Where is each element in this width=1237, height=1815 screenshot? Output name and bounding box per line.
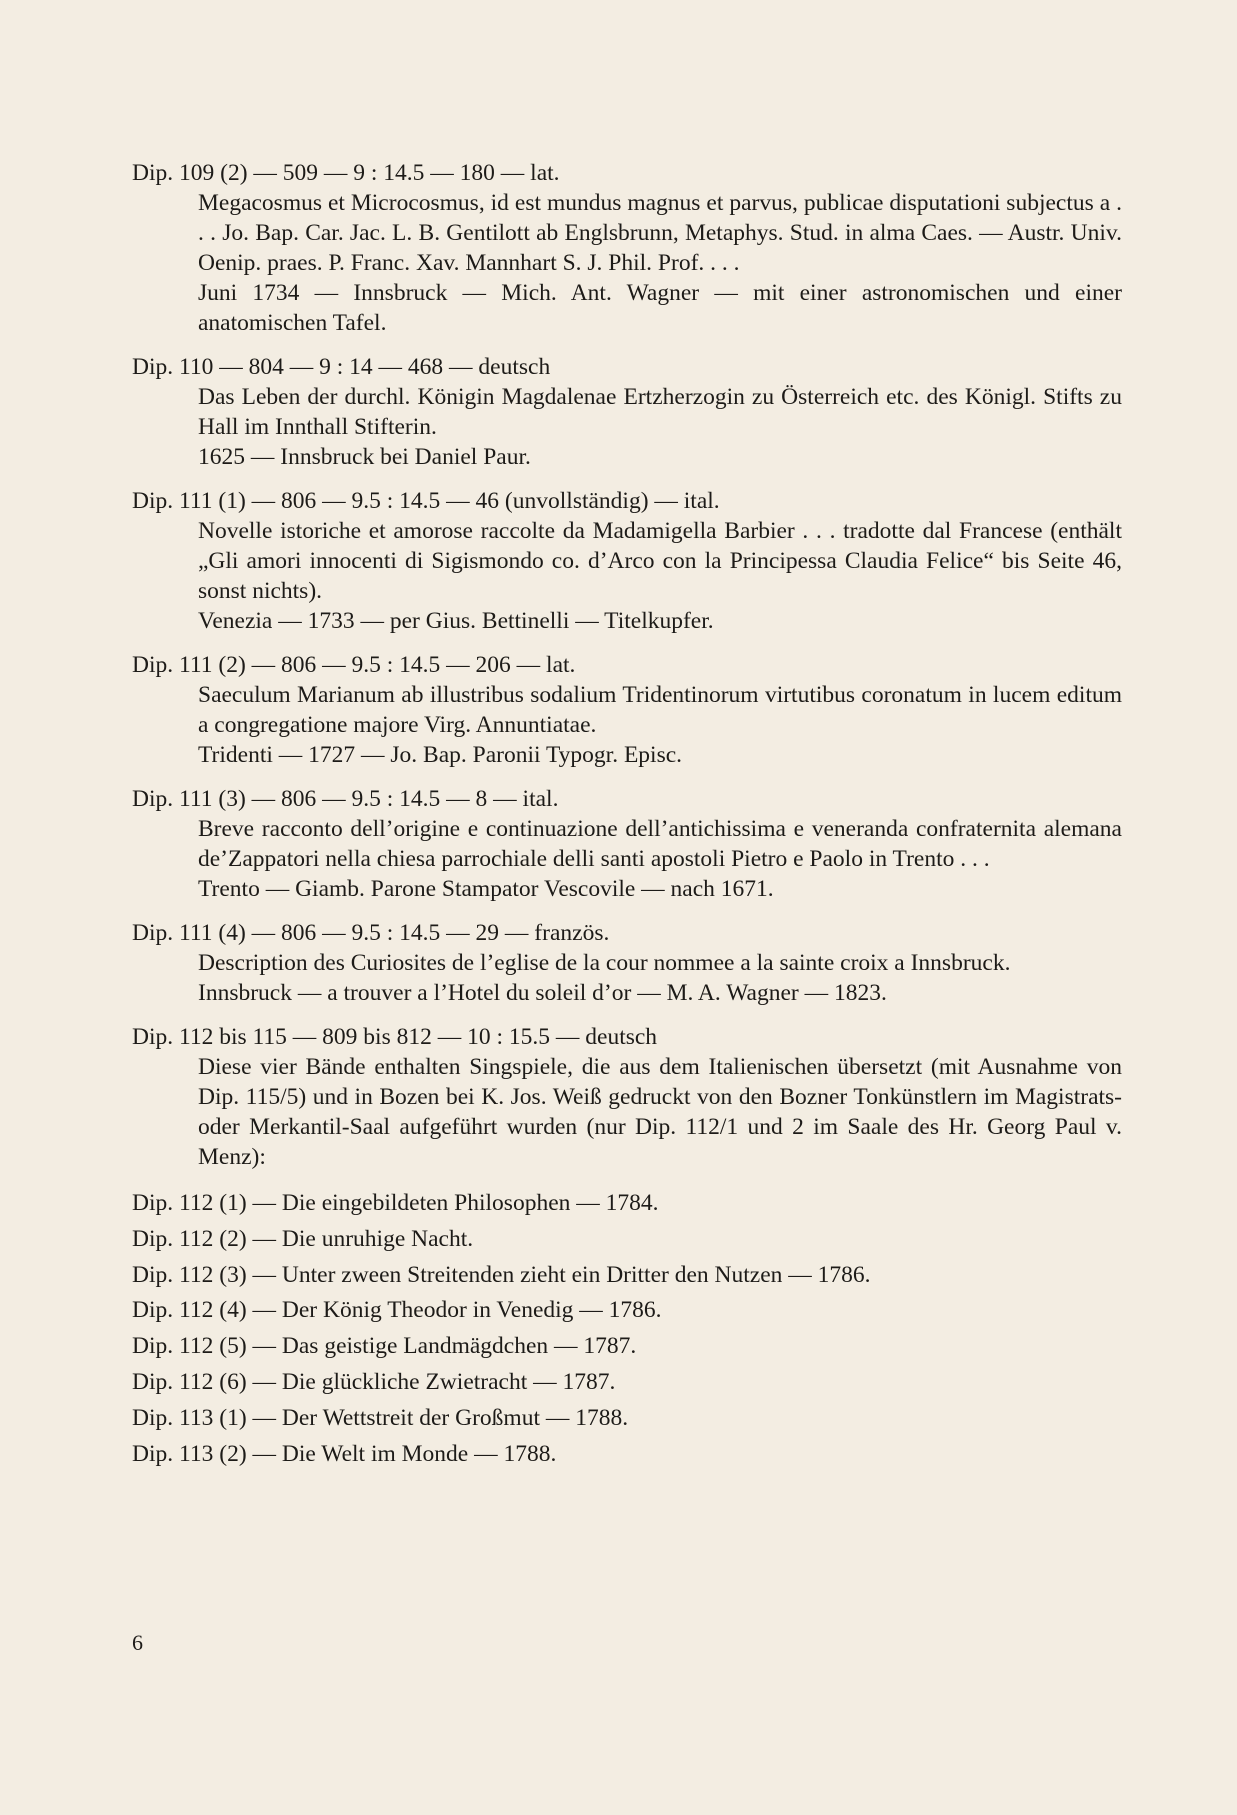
catalog-entry [132, 650, 1122, 770]
entry-line: Das Leben der durchl. Königin Magdalenae Ertzherzogin zu Österreich etc. des Königl. Stifts zu Hall im Innthall Stifterin. [198, 384, 1122, 440]
entry-description [198, 814, 1122, 904]
entry-line: Breve racconto dell’origine e continuazione dell’antichissima e veneranda confraternita alemana de’Zappatori nella chiesa parrochiale delli santi apostoli Pietro e Paolo in Trento . . . [198, 816, 1122, 872]
entry-description [198, 1052, 1122, 1172]
catalog-entry [132, 1022, 1122, 1172]
entry-description [198, 382, 1122, 472]
subentry: Dip. 112 (5) — Das geistige Landmägdchen — 1787. [132, 1333, 637, 1360]
subentry: Dip. 112 (4) — Der König Theodor in Venedig — 1786. [132, 1297, 662, 1324]
page-number: 6 [132, 1630, 143, 1655]
catalog-entry [132, 486, 1122, 636]
entry-heading: Dip. 111 (1) — 806 — 9.5 : 14.5 — 46 (unvollständig) — ital. [132, 488, 720, 514]
subentry: Dip. 112 (3) — Unter zween Streitenden zieht ein Dritter den Nutzen — 1786. [132, 1261, 871, 1288]
entry-line: Trento — Giamb. Parone Stampator Vescovile — nach 1671. [198, 876, 774, 902]
entry-line: Diese vier Bände enthalten Singspiele, die aus dem Italienischen übersetzt (mit Ausnahme von Dip. 115/5) und in Bozen bei K. Jos. Weiß gedruckt von den Bozner Tonkünstlern im Magistrats-oder Merkantil-Saal aufgeführt wurden (nur Dip. 112/1 und 2 im Saale des Hr. Georg Paul v. Menz): [198, 1054, 1122, 1170]
subentry: Dip. 112 (1) — Die eingebildeten Philosophen — 1784. [132, 1190, 659, 1216]
entry-description [198, 188, 1122, 338]
entry-heading: Dip. 109 (2) — 509 — 9 : 14.5 — 180 — lat. [132, 160, 560, 186]
entry-line: 1625 — Innsbruck bei Daniel Paur. [198, 444, 531, 470]
catalog-entry [132, 784, 1122, 904]
entry-description [198, 948, 1122, 1008]
entry-heading: Dip. 111 (3) — 806 — 9.5 : 14.5 — 8 — ital. [132, 786, 559, 812]
entry-line: Innsbruck — a trouver a l’Hotel du soleil d’or — M. A. Wagner — 1823. [198, 980, 887, 1006]
subentry: Dip. 112 (6) — Die glückliche Zwietracht — 1787. [132, 1368, 616, 1395]
entry-description [198, 680, 1122, 770]
subentry: Dip. 113 (1) — Der Wettstreit der Großmut — 1788. [132, 1404, 629, 1431]
entry-heading: Dip. 111 (4) — 806 — 9.5 : 14.5 — 29 — französ. [132, 920, 610, 946]
subentry-list [132, 1186, 1122, 1472]
entry-heading: Dip. 110 — 804 — 9 : 14 — 468 — deutsch [132, 354, 551, 380]
entry-line: Juni 1734 — Innsbruck — Mich. Ant. Wagner — mit einer astronomischen und einer anatomischen Tafel. [198, 280, 1122, 336]
catalog-entry [132, 352, 1122, 472]
entry-line: Novelle istoriche et amorose raccolte da Madamigella Barbier . . . tradotte dal Francese (enthält „Gli amori innocenti di Sigismondo co. d’Arco con la Principessa Claudia Felice“ bis Seite 46, sonst nichts). [198, 518, 1122, 604]
entry-description [198, 516, 1122, 636]
entry-heading: Dip. 112 bis 115 — 809 bis 812 — 10 : 15.5 — deutsch [132, 1024, 658, 1050]
subentry: Dip. 113 (2) — Die Welt im Monde — 1788. [132, 1440, 557, 1467]
subentry: Dip. 112 (2) — Die unruhige Nacht. [132, 1225, 474, 1252]
entry-line: Saeculum Marianum ab illustribus sodalium Tridentinorum virtutibus coronatum in lucem editum a congregatione majore Virg. Annuntiatae. [198, 682, 1122, 738]
entry-line: Tridenti — 1727 — Jo. Bap. Paronii Typogr. Episc. [198, 742, 683, 768]
entry-line: Venezia — 1733 — per Gius. Bettinelli — Titelkupfer. [198, 608, 714, 634]
catalog-entry [132, 918, 1122, 1008]
page-content [132, 158, 1122, 1472]
catalog-entry [132, 158, 1122, 338]
entry-heading: Dip. 111 (2) — 806 — 9.5 : 14.5 — 206 — lat. [132, 652, 576, 678]
entry-line: Megacosmus et Microcosmus, id est mundus magnus et parvus, publicae disputationi subjectus a . . . Jo. Bap. Car. Jac. L. B. Gentilott ab Englsbrunn, Metaphys. Stud. in alma Caes. — Austr. Univ. Oenip. praes. P. Franc. Xav. Mannhart S. J. Phil. Prof. . . . [198, 190, 1122, 276]
entry-line: Description des Curiosites de l’eglise de la cour nommee a la sainte croix a Innsbruck. [198, 950, 1011, 976]
